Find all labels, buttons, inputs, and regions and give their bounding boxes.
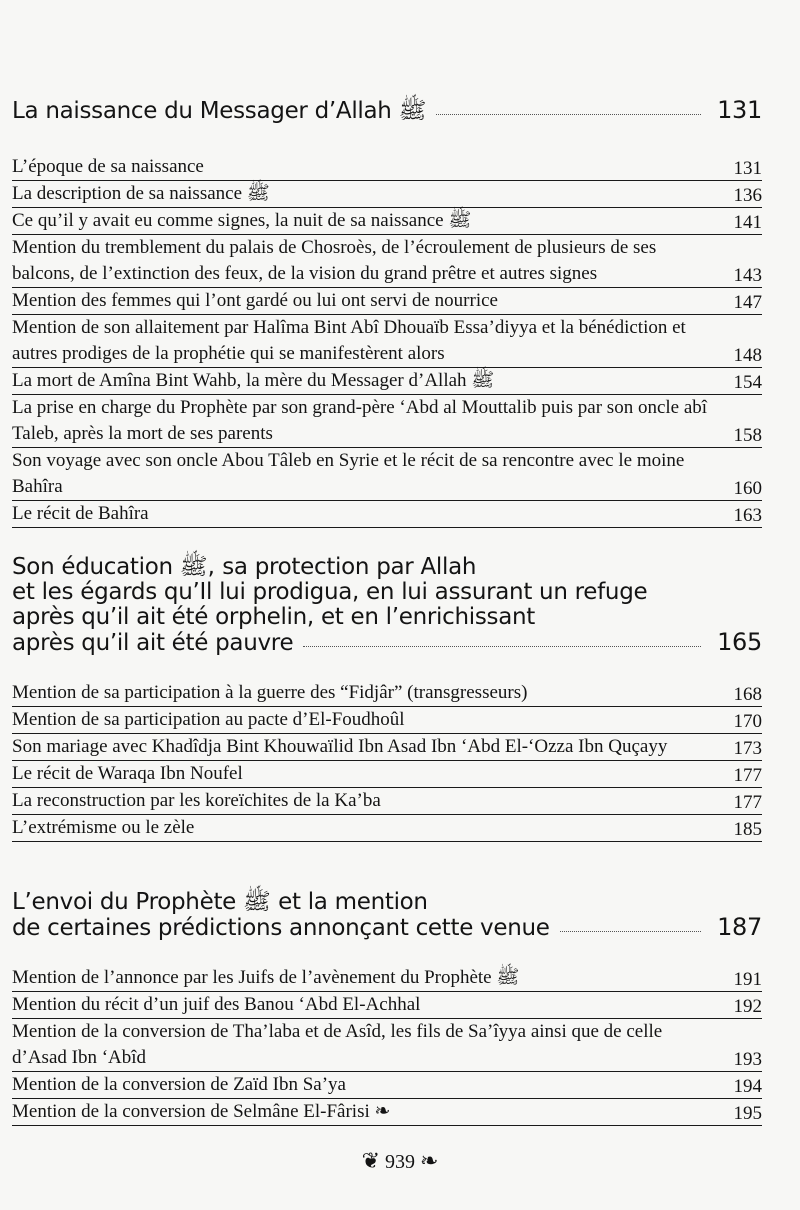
toc-entry[interactable] bbox=[12, 154, 762, 181]
entry-page: 191 bbox=[733, 969, 762, 990]
entry-page: 143 bbox=[733, 265, 762, 286]
entry-list bbox=[12, 680, 762, 842]
ornament-right-icon: ❧ bbox=[420, 1148, 439, 1173]
toc-entry[interactable] bbox=[12, 734, 762, 761]
entry-page: 185 bbox=[733, 819, 762, 840]
entry-text: Mention du tremblement du palais de Chosroès, de l’écroulement de plusieurs de ses balcons, de l’extinction des feux, de la vision du grand prêtre et autres signes bbox=[12, 237, 657, 284]
entry-text: L’extrémisme ou le zèle bbox=[12, 817, 195, 838]
entry-page: 177 bbox=[733, 792, 762, 813]
toc-entry[interactable] bbox=[12, 288, 762, 315]
entry-text: Mention de l’annonce par les Juifs de l’avènement du Prophète ﷺ bbox=[12, 967, 520, 988]
toc-entry[interactable] bbox=[12, 815, 762, 842]
entry-text: Mention de la conversion de Zaïd Ibn Sa’ya bbox=[12, 1074, 346, 1095]
toc-entry[interactable] bbox=[12, 368, 762, 395]
leader-dots bbox=[436, 114, 701, 115]
page-number: 939 bbox=[385, 1151, 415, 1173]
section-heading bbox=[12, 890, 762, 941]
entry-list bbox=[12, 965, 762, 1126]
toc-entry[interactable] bbox=[12, 448, 762, 501]
toc-entry[interactable] bbox=[12, 1019, 762, 1072]
entry-text: Ce qu’il y avait eu comme signes, la nuit de sa naissance ﷺ bbox=[12, 210, 472, 231]
section-page: 187 bbox=[717, 913, 762, 941]
toc-entry[interactable] bbox=[12, 501, 762, 528]
toc-section-2 bbox=[12, 555, 762, 842]
toc-entry[interactable] bbox=[12, 965, 762, 992]
entry-text: La reconstruction par les koreïchites de la Ka’ba bbox=[12, 790, 381, 811]
entry-text: Mention de la conversion de Tha’laba et de Asîd, les fils de Sa’îyya ainsi que de celle d’Asad Ibn ‘Abîd bbox=[12, 1021, 663, 1068]
toc-entry[interactable] bbox=[12, 208, 762, 235]
entry-text: Le récit de Bahîra bbox=[12, 503, 149, 524]
entry-text: Mention de son allaitement par Halîma Bint Abî Dhouaïb Essa’diyya et la bénédiction et autres prodiges de la prophétie qui se manifestèrent alors bbox=[12, 317, 686, 364]
entry-page: 168 bbox=[733, 684, 762, 705]
entry-text: Mention de sa participation au pacte d’El-Foudhoûl bbox=[12, 709, 405, 730]
entry-page: 131 bbox=[733, 158, 762, 179]
toc-section-3 bbox=[12, 890, 762, 1126]
section-title: Son éducation ﷺ, sa protection par Allah bbox=[12, 554, 477, 580]
toc-entry[interactable] bbox=[12, 788, 762, 815]
entry-text: La prise en charge du Prophète par son grand-père ‘Abd al Mouttalib puis par son oncle abî Taleb, après la mort de ses parents bbox=[12, 397, 708, 444]
entry-page: 136 bbox=[733, 185, 762, 206]
section-title: après qu’il ait été orphelin, et en l’enrichissant bbox=[12, 604, 536, 630]
entry-page: 177 bbox=[733, 765, 762, 786]
entry-text: Son voyage avec son oncle Abou Tâleb en Syrie et le récit de sa rencontre avec le moine Bahîra bbox=[12, 450, 685, 497]
entry-text: La mort de Amîna Bint Wahb, la mère du Messager d’Allah ﷺ bbox=[12, 370, 495, 391]
toc-entry[interactable] bbox=[12, 680, 762, 707]
section-title: et les égards qu’Il lui prodigua, en lui assurant un refuge bbox=[12, 579, 648, 605]
section-title: après qu’il ait été pauvre bbox=[12, 630, 294, 656]
entry-page: 170 bbox=[733, 711, 762, 732]
section-heading bbox=[12, 98, 762, 124]
toc-section-1 bbox=[12, 98, 762, 528]
section-page: 165 bbox=[717, 628, 762, 656]
entry-page: 193 bbox=[733, 1049, 762, 1070]
entry-text: Mention de sa participation à la guerre des “Fidjâr” (transgresseurs) bbox=[12, 682, 528, 703]
entry-text: Mention de la conversion de Selmâne El-Fârisi ❧ bbox=[12, 1101, 391, 1122]
leader-dots bbox=[303, 646, 701, 647]
section-title: L’envoi du Prophète ﷺ et la mention bbox=[12, 889, 428, 915]
section-title: de certaines prédictions annonçant cette venue bbox=[12, 915, 550, 941]
toc-entry[interactable] bbox=[12, 761, 762, 788]
entry-page: 194 bbox=[733, 1076, 762, 1097]
entry-page: 173 bbox=[733, 738, 762, 759]
toc-entry[interactable] bbox=[12, 992, 762, 1019]
entry-page: 148 bbox=[733, 345, 762, 366]
entry-text: Son mariage avec Khadîdja Bint Khouwaïlid Ibn Asad Ibn ‘Abd El-‘Ozza Ibn Quçayy bbox=[12, 736, 668, 757]
entry-page: 147 bbox=[733, 292, 762, 313]
toc-entry[interactable] bbox=[12, 315, 762, 368]
entry-text: Mention du récit d’un juif des Banou ‘Abd El-Achhal bbox=[12, 994, 421, 1015]
entry-page: 192 bbox=[733, 996, 762, 1017]
entry-text: L’époque de sa naissance bbox=[12, 156, 204, 177]
entry-page: 195 bbox=[733, 1103, 762, 1124]
page-footer bbox=[0, 1148, 800, 1174]
entry-text: La description de sa naissance ﷺ bbox=[12, 183, 270, 204]
section-page: 131 bbox=[717, 96, 762, 124]
leader-dots bbox=[560, 931, 701, 932]
toc-entry[interactable] bbox=[12, 181, 762, 208]
section-heading bbox=[12, 555, 762, 656]
toc-entry[interactable] bbox=[12, 235, 762, 288]
entry-page: 141 bbox=[733, 212, 762, 233]
entry-page: 158 bbox=[733, 425, 762, 446]
entry-list bbox=[12, 154, 762, 528]
entry-page: 160 bbox=[733, 478, 762, 499]
entry-text: Mention des femmes qui l’ont gardé ou lui ont servi de nourrice bbox=[12, 290, 498, 311]
toc-entry[interactable] bbox=[12, 395, 762, 448]
section-title: La naissance du Messager d’Allah ﷺ bbox=[12, 98, 427, 124]
entry-page: 163 bbox=[733, 505, 762, 526]
toc-entry[interactable] bbox=[12, 707, 762, 734]
toc-entry[interactable] bbox=[12, 1099, 762, 1126]
toc-entry[interactable] bbox=[12, 1072, 762, 1099]
entry-page: 154 bbox=[733, 372, 762, 393]
entry-text: Le récit de Waraqa Ibn Noufel bbox=[12, 763, 243, 784]
ornament-left-icon: ❦ bbox=[361, 1148, 380, 1173]
